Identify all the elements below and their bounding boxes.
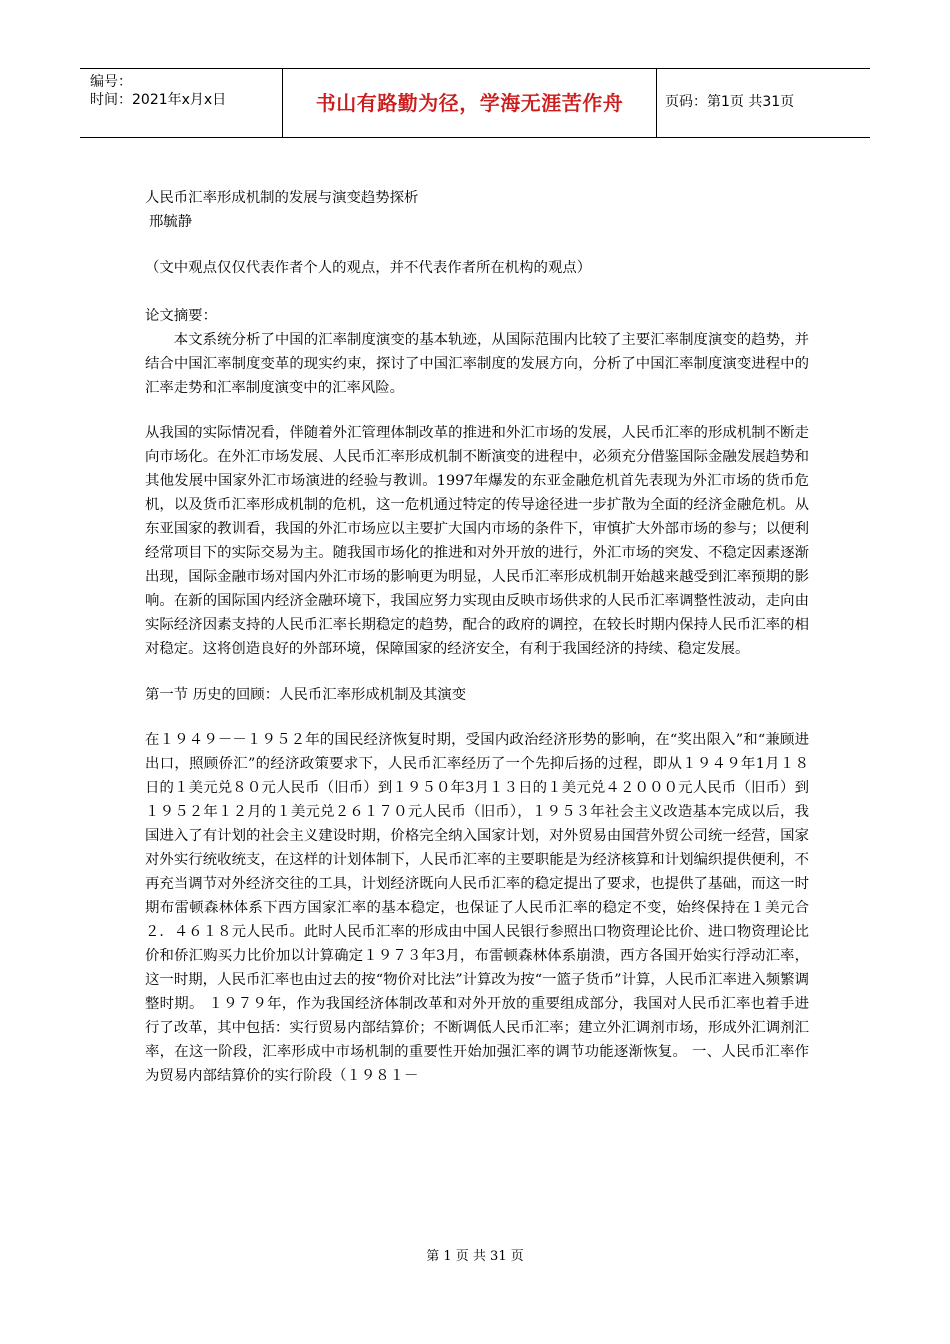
header-motto-cell: [283, 69, 657, 137]
abstract-paragraph: 本文系统分析了中国的汇率制度演变的基本轨迹，从国际范围内比较了主要汇率制度演变的趋势，并结合中国汇率制度变革的现实约束，探讨了中国汇率制度的发展方向，分析了中国汇率制度演变进程中的汇率走势和汇率制度演变中的汇率风险。: [145, 332, 809, 396]
intro-paragraph: 从我国的实际情况看，伴随着外汇管理体制改革的推进和外汇市场的发展，人民币汇率的形成机制不断走向市场化。在外汇市场发展、人民币汇率形成机制不断演变的进程中，必须充分借鉴国际金融发展趋势和其他发展中国家外汇市场演进的经验与教训。1997年爆发的东亚金融危机首先表现为外汇市场的货币危机，以及货币汇率形成机制的危机，这一危机通过特定的传导途径进一步扩散为全面的经济金融危机。从东亚国家的教训看，我国的外汇市场应以主要扩大国内市场的条件下，审慎扩大外部市场的参与；以便利经常项目下的实际交易为主。随我国市场化的推进和对外开放的进行，外汇市场的突发、不稳定因素逐渐出现，国际金融市场对国内外汇市场的影响更为明显，人民币汇率形成机制开始越来越受到汇率预期的影响。在新的国际国内经济金融环境下，我国应努力实现由反映市场供求的人民币汇率调整性波动，走向由实际经济因素支持的人民币汇率长期稳定的趋势，配合的政府的调控，在较长时期内保持人民币汇率的相对稳定。这将创造良好的外部环境，保障国家的经济安全，有利于我国经济的持续、稳定发展。: [145, 425, 809, 657]
section-heading: 第一节 历史的回顾：人民币汇率形成机制及其演变: [145, 687, 467, 703]
abstract-label: 论文摘要：: [145, 308, 217, 324]
header-motto: 书山有路勤为径，学海无涯苦作舟: [315, 91, 624, 115]
header-page-number: 页码：第1页 共31页: [665, 94, 795, 110]
article-author: 邢毓静: [149, 214, 193, 230]
article-body: [145, 186, 809, 1088]
header-page-cell: [657, 69, 870, 137]
document-header-table: [80, 68, 870, 138]
disclaimer-note: （文中观点仅仅代表作者个人的观点，并不代表作者所在机构的观点）: [145, 260, 592, 276]
header-meta-cell: [80, 69, 283, 137]
document-number-label: 编号：: [90, 74, 132, 90]
page-footer: 第 1 页 共 31 页: [426, 1249, 524, 1264]
document-date-label: 时间：2021年x月x日: [90, 92, 227, 108]
article-title: 人民币汇率形成机制的发展与演变趋势探析: [145, 190, 419, 206]
body-paragraph: 在１９４９－－１９５２年的国民经济恢复时期，受国内政治经济形势的影响，在“奖出限入”和“兼顾进出口，照顾侨汇”的经济政策要求下，人民币汇率经历了一个先抑后扬的过程，即从１９４９年1月１８日的１美元兑８０元人民币（旧币）到１９５０年3月１３日的１美元兑４２０００元人民币（旧币）到１９５２年１２月的１美元兑２６１７０元人民币（旧币），１９５３年社会主义改造基本完成以后，我国进入了有计划的社会主义建设时期，价格完全纳入国家计划，对外贸易由国营外贸公司统一经营，国家对外实行统收统支，在这样的计划体制下，人民币汇率的主要职能是为经济核算和计划编织提供便利，不再充当调节对外经济交往的工具，计划经济既向人民币汇率的稳定提出了要求，也提供了基础，而这一时期布雷顿森林体系下西方国家汇率的基本稳定，也保证了人民币汇率的稳定不变，始终保持在１美元合２．４６１８元人民币。此时人民币汇率的形成由中国人民银行参照出口物资理论比价、进口物资理论比价和侨汇购买力比价加以计算确定１９７３年3月，布雷顿森林体系崩溃，西方各国开始实行浮动汇率，这一时期，人民币汇率也由过去的按“物价对比法”计算改为按“一篮子货币”计算，人民币汇率进入频繁调整时期。 １９７９年，作为我国经济体制改革和对外开放的重要组成部分，我国对人民币汇率也着手进行了改革，其中包括：实行贸易内部结算价；不断调低人民币汇率；建立外汇调剂市场，形成外汇调剂汇率，在这一阶段，汇率形成中市场机制的重要性开始加强汇率的调节功能逐渐恢复。 一、人民币汇率作为贸易内部结算价的实行阶段（１９８１－: [145, 732, 809, 1084]
